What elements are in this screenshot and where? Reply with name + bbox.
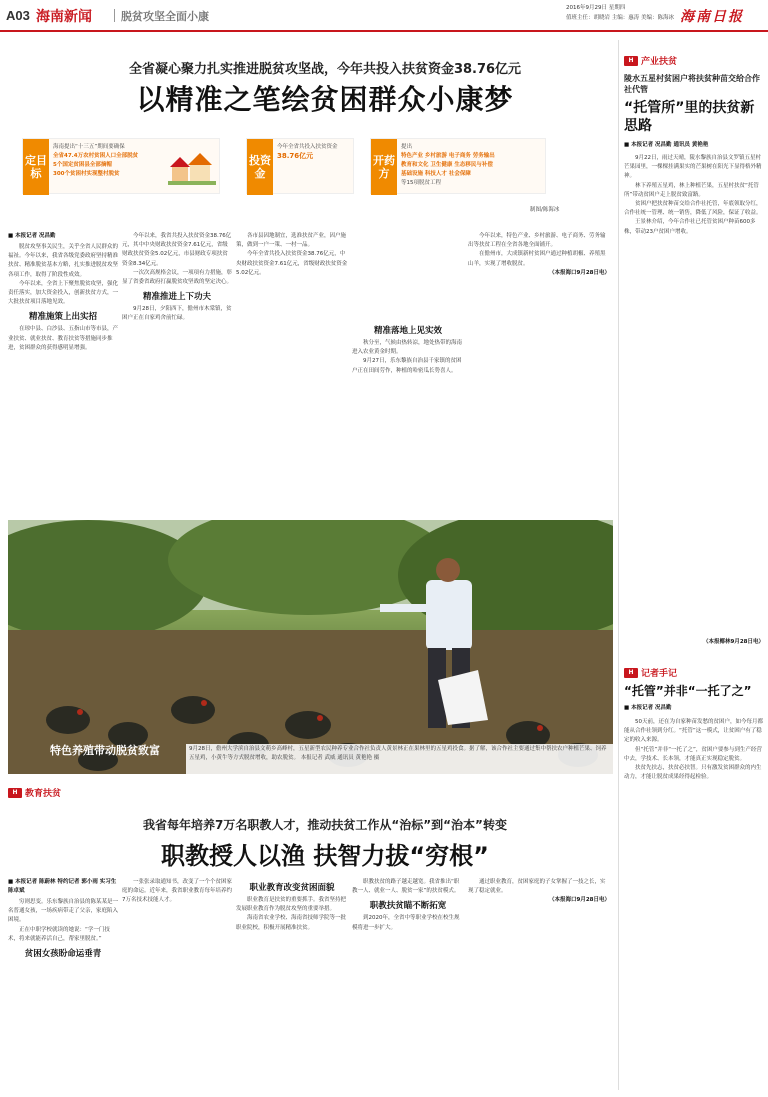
story1-col-3 — [236, 232, 348, 514]
issue-date: 2016年9月29日 星期四 — [566, 5, 626, 11]
story1-dateline-end: （本报海口9月28日电） — [549, 269, 610, 276]
story1-byline: ■ 本报记者 况昌勤 — [8, 233, 56, 239]
sidebar-tag-icon: H — [624, 56, 638, 66]
funding-label: 投资金 — [247, 139, 273, 195]
farm-scene-illustration — [8, 520, 613, 774]
story2-tag — [8, 786, 61, 799]
masthead-logo: 海南日报 — [680, 9, 744, 25]
story1-subhead-1: 精准施策上出实招 — [28, 312, 97, 323]
story2-col-2 — [122, 878, 232, 1092]
sidebar-body-2 — [624, 718, 764, 1088]
sidebar-divider — [618, 40, 619, 1090]
story2-col1-para-1: 穷则思变。乐东黎族自治县的陈某某是一名普通女孩，一场疾病带走了父亲，家庭陷入困境。 — [8, 899, 118, 924]
story1-col-4 — [352, 232, 464, 514]
subsection-title: 脱贫攻坚全面小康 — [121, 10, 209, 23]
story2-col-1 — [8, 878, 118, 1092]
story1-col3-para-1: 各市县因地制宜，选准扶贫产业，因户施策，做到一户一策、一村一品。 — [236, 233, 347, 249]
story2-col4-para-1: 职教扶贫的路子越走越宽。我省推出“职教一人、就业一人、脱贫一家”的扶贫模式。 — [352, 879, 460, 895]
sidebar-body — [624, 154, 764, 594]
story2-subhead-3: 职教扶贫瞄不断拓宽 — [369, 901, 447, 912]
funding-line-1: 今年全省共投入扶贫资金 — [277, 144, 338, 150]
story1-headline: 以精准之笔绘贫困群众小康梦 — [136, 83, 514, 116]
farm-photo — [8, 520, 613, 774]
sidebar-headline-2: “托管”并非“一托了之” — [624, 684, 752, 698]
prescription-line-5: 等15项脱贫工程 — [401, 180, 441, 186]
story2-byline: ■ 本报记者 陈蔚林 特约记者 郭小雨 实习生 陈卓斌 — [8, 879, 117, 894]
story2-col-4 — [352, 878, 464, 1092]
section-title: 海南新闻 — [36, 9, 92, 25]
sidebar-para-2: 林下养殖五星鸡，林上种植芒果，五星村扶贫“托管所”带动贫困户走上脱贫致富路。 — [624, 182, 759, 198]
prescription-line-2: 特色产业 乡村旅游 电子商务 劳务输出 — [401, 153, 495, 159]
photo-caption: 9月28日，儋州大学滨自治县文萌乡高峰村，五星新型农民种养专业合作社负责人黄景林正在果林里的五星鸡投食。据了解，该合作社主要通过集中帮扶农户种植芒果、饲养五星鸡，小黄牛等方式脱贫增收，助农脱贫。 本报记者 武威 通讯员 黄艳艳 摄 — [186, 744, 614, 774]
funding-block — [246, 138, 354, 194]
story1-col-2 — [122, 232, 232, 514]
graphic-credit: 制图/陈海冰 — [530, 207, 560, 213]
sidebar-pre-headline: 陵水五星村贫困户将扶贫种苗交给合作社代管 — [624, 74, 760, 94]
story2-dateline-end: （本报海口9月28日电） — [549, 897, 610, 904]
story2-col1-para-2: 正在中职学校就读的她说：“学一门技术，将来就能养活自己，帮家里脱贫。” — [8, 926, 110, 942]
story2-subhead-1: 贫困女孩盼命运垂青 — [24, 949, 102, 960]
goal-line-4: 300个贫困村实现整村脱贫 — [53, 171, 120, 177]
sidebar-tag — [624, 54, 764, 67]
story1-col4-para-2: 9月27日，乐东黎族自治县千家镇的贫困户正在田间劳作，种植的哈密瓜长势喜人。 — [352, 358, 462, 374]
editor-credits: 值班主任：胡晓岩 主编：惠涛 美编：陈海冰 — [566, 15, 674, 21]
prescription-block — [370, 138, 546, 194]
prescription-label: 开药方 — [371, 139, 397, 195]
goal-line-1: 海南提出“十三五”期间要确保 — [53, 144, 125, 150]
story2-col2-para-1: 一张张录取通知书，改变了一个个贫困家庭的命运。近年来，我省职业教育每年培养约7万名技术技能人才。 — [122, 879, 232, 904]
sidebar2-para-2: 但“托管”并非“一托了之”，贫困户要参与到生产经营中去，学技术、长本领，才能真正实现稳定脱贫。 — [624, 746, 762, 762]
goal-line-3: 5个国定贫困县全部摘帽 — [53, 162, 112, 168]
funding-amount: 38.76亿元 — [277, 152, 314, 160]
story1-col4-para-1: 秋分至，气候由热转凉，地处热带的海南进入农业黄金时期。 — [352, 340, 463, 356]
story2-col-3 — [236, 878, 348, 1092]
sidebar-byline-2: ■ 本报记者 况昌勤 — [624, 705, 672, 711]
sidebar-headline: “托管所”里的扶贫新思路 — [624, 100, 755, 134]
goal-label: 定目标 — [23, 139, 49, 195]
story2-col-5 — [468, 878, 610, 1092]
story2-col3-para-2: 海南省农业学校、海南省技师学院等一批职业院校，积极开展精准扶贫。 — [236, 915, 347, 931]
page-number: A03 — [6, 8, 30, 23]
story1-kicker: 全省凝心聚力扎实推进脱贫攻坚战，今年共投入扶贫资金38.76亿元 — [128, 62, 522, 77]
sidebar-tag2-label: 记者手记 — [641, 669, 678, 679]
story1-col5-para-1: 今年以来，特色产业、乡村旅游、电子商务、劳务输出等扶贫工程在全省各地全面铺开。 — [468, 233, 606, 249]
photo-caption-title: 特色养殖带动脱贫致富 — [50, 744, 160, 757]
story1-col2-para-3: 9月28日，夕阳西下，儋州市木棠镇，贫困户正在自家鸡舍前忙碌。 — [122, 306, 232, 322]
sidebar-tag-label: 产业扶贫 — [641, 57, 678, 67]
story1-col2-para-2: 一次次高规格会议，一项项有力措施，彰显了省委省政府打赢脱贫攻坚战的坚定决心。 — [122, 269, 232, 286]
sidebar-tag2-icon: H — [624, 668, 638, 678]
story2-headline: 职教授人以渔 扶智力拔“穷根” — [161, 842, 489, 870]
story1-col3-para-2: 今年全省共投入扶贫资金38.76亿元，中央财政扶贫资金7.61亿元，省级财政扶贫资金5.02亿元。 — [236, 251, 348, 276]
houses-illustration — [168, 147, 216, 187]
story2-subhead-2: 职业教育改变贫困面貌 — [249, 883, 335, 893]
sidebar-para-3: 贫困户把扶贫种苗交给合作社托管，年底领取分红，合作社统一管理、统一销售，降低了风险，保证了收益。 — [624, 201, 762, 217]
story2-col4-para-2: 到2020年，全省中等职业学校在校生规模将进一步扩大。 — [352, 915, 460, 931]
story1-subhead-2: 精准推进上下功夫 — [142, 292, 211, 303]
goal-line-2: 全省47.4万农村贫困人口全部脱贫 — [53, 153, 139, 159]
story1-col2-para-1: 今年以来，我省共投入扶贫资金38.76亿元，其中中央财政扶贫资金7.61亿元，省级财政扶贫资金5.02亿元，市县财政专项扶贫资金8.34亿元。 — [122, 233, 232, 267]
sidebar-tag-2 — [624, 666, 677, 679]
sidebar — [624, 54, 764, 1094]
story2-tag-label: 教育扶贫 — [25, 789, 62, 799]
story2-col3-para-1: 职业教育是扶贫的重要抓手。我省坚持把发展职业教育作为脱贫攻坚的重要举措。 — [236, 897, 347, 913]
section-divider — [114, 9, 115, 22]
sidebar-dateline-end: （本报椰林9月28日电） — [703, 639, 764, 645]
story2-kicker: 我省每年培养7万名职教人才，推动扶贫工作从“治标”到“治本”转变 — [143, 818, 507, 832]
sidebar-byline: ■ 本报记者 况昌勤 通讯员 黄艳艳 — [624, 142, 709, 148]
sidebar2-para-3: 扶贫先扶志，扶贫必扶智。只有激发贫困群众的内生动力，才能让脱贫成果经得起检验。 — [624, 765, 762, 781]
story1-col1-para-1: 脱贫攻坚事关民生，关乎全省人民群众的福祉。今年以来，我省各级党委政府坚持精准扶贫、精准脱贫基本方略，扎实推进脱贫攻坚各项工作，取得了阶段性成效。 — [8, 244, 118, 278]
sidebar-para-4: 王景林介绍，今年合作社已托管贫困户种苗600多株，带动23户贫困户增收。 — [624, 219, 756, 235]
header-rule — [0, 30, 768, 32]
story1-col5-para-2: 在儋州市，大成镇新村贫困户通过种植胡椒、养殖黑山羊，实现了增收脱贫。 — [468, 251, 606, 267]
prescription-line-1: 提出 — [401, 144, 413, 150]
story2-col5-para-1: 通过职业教育，贫困家庭的子女掌握了一技之长，实现了稳定就业。 — [468, 879, 606, 895]
story1-col1-para-3: 在琼中县、白沙县、五指山市等市县，产业扶贫、就业扶贫、教育扶贫等措施同步推进，贫困群众的获得感明显增强。 — [8, 326, 118, 351]
sidebar-para-1: 9月22日，雨过天晴，陵水黎族自治县文罗镇五星村芒果园里，一棵棵挂满果实的芒果树在阳光下显得格外精神。 — [624, 155, 762, 180]
story1-col-5 — [468, 232, 610, 514]
prescription-line-3: 教育和文化 卫生健康 生态移民与补偿 — [401, 162, 493, 168]
sidebar2-para-1: 50天前，还在为自家种苗发愁的贫困户，如今每月都能从合作社领到分红。“托管”这一模式，让贫困户有了稳定的收入来源。 — [624, 719, 764, 744]
story1-col-1 — [8, 232, 118, 514]
story2-tag-icon: H — [8, 788, 22, 798]
goal-block — [22, 138, 220, 194]
story1-subhead-3: 精准落地上见实效 — [373, 326, 442, 336]
page-header — [0, 0, 768, 34]
prescription-line-4: 基础设施 科技人才 社会保障 — [401, 171, 471, 177]
story1-col1-para-2: 今年以来，全省上下聚焦脱贫攻坚，强化责任落实，加大资金投入，创新扶贫方式，一大批扶贫项目落地见效。 — [8, 280, 118, 306]
